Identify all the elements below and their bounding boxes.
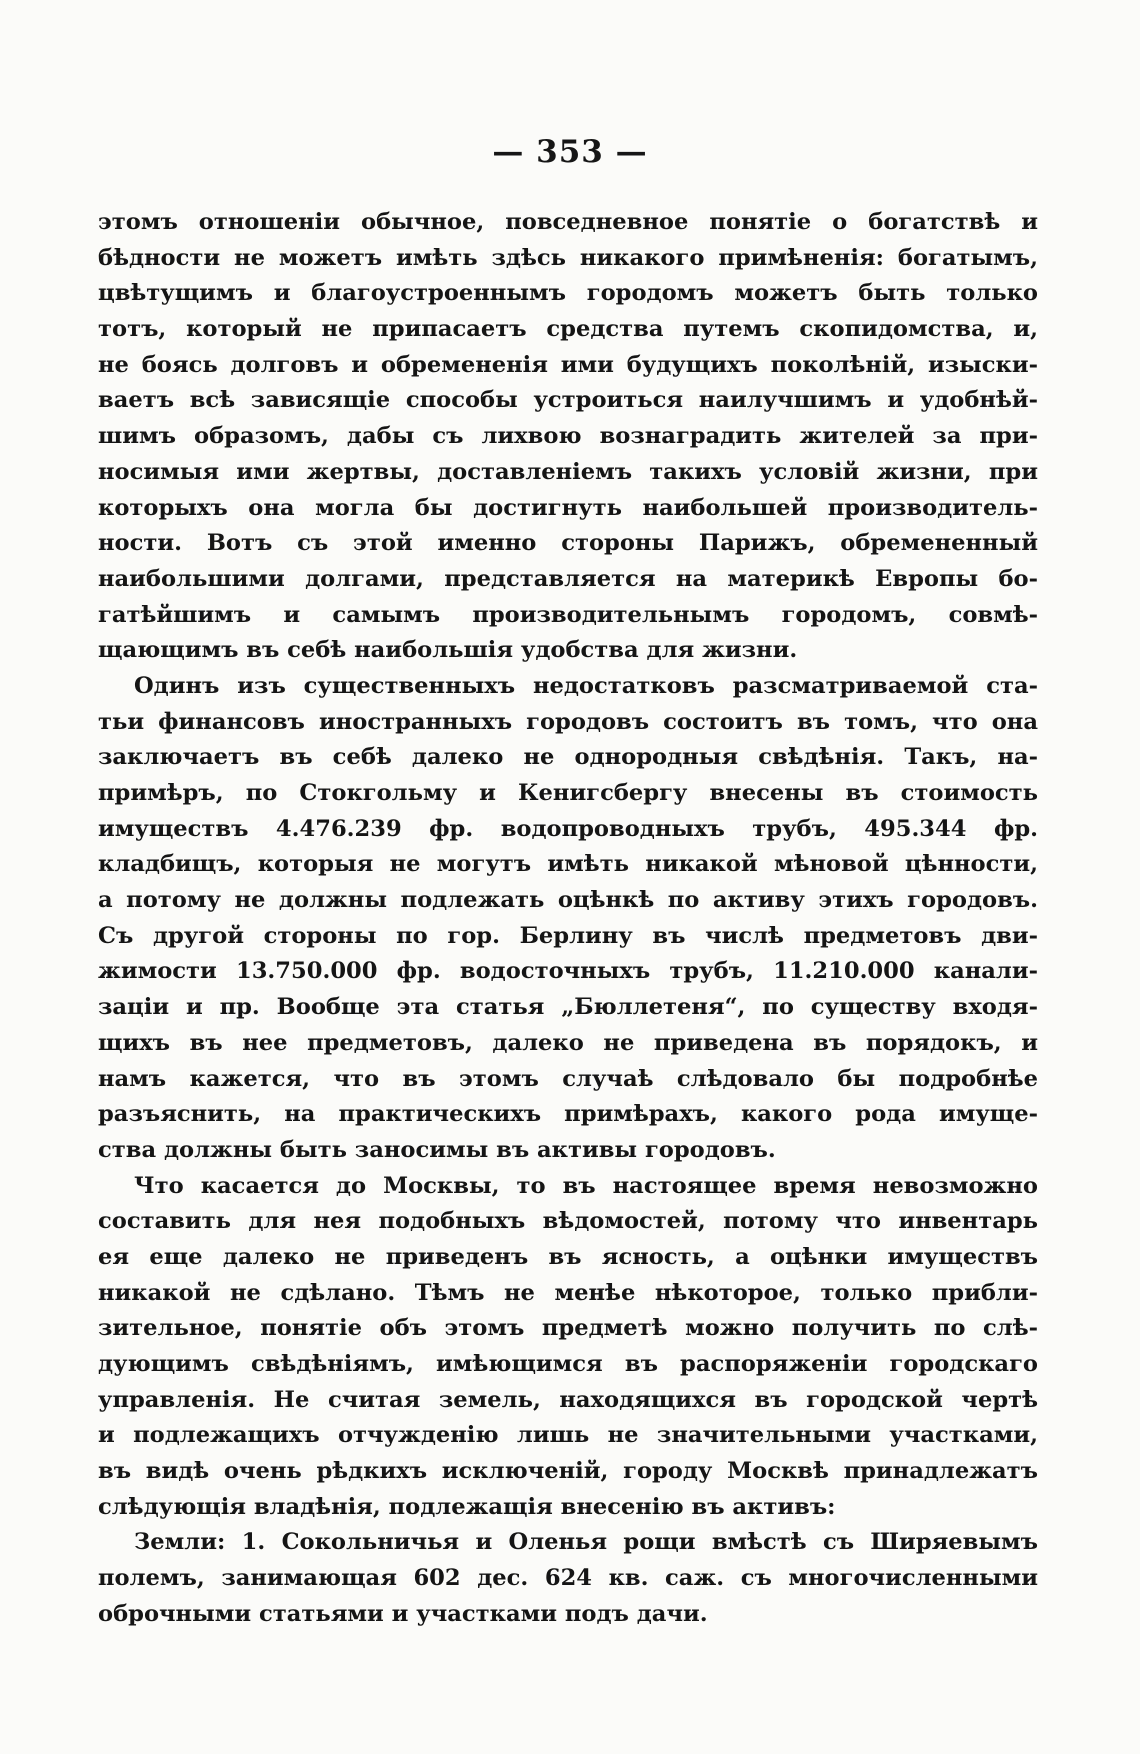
text-line: ства должны быть заносимы въ активы городовъ.: [98, 1136, 776, 1163]
text-line: носимыя ими жертвы, доставленіемъ такихъ условій жизни, при: [98, 458, 1038, 485]
paragraph-start-line: Одинъ изъ существенныхъ недостатковъ разсматриваемой ста-: [134, 672, 1038, 699]
text-line: щающимъ въ себѣ наибольшія удобства для жизни.: [98, 637, 798, 664]
text-line: заключаетъ въ себѣ далеко не однородныя свѣдѣнія. Такъ, на-: [98, 744, 1038, 771]
page-number: — 353 —: [492, 134, 648, 170]
text-line: примѣръ, по Стокгольму и Кенигсбергу внесены въ стоимость: [98, 780, 1038, 806]
text-line: бѣдности не можетъ имѣть здѣсь никакого примѣненія: богатымъ,: [98, 244, 1038, 271]
text-line: зительное, понятіе объ этомъ предметѣ можно получить по слѣ-: [98, 1315, 1038, 1342]
text-line: тотъ, который не припасаетъ средства путемъ скопидомства, и,: [98, 316, 1038, 343]
text-line: оброчными статьями и участками подъ дачи.: [98, 1600, 708, 1627]
text-line: въ видѣ очень рѣдкихъ исключеній, городу Москвѣ принадлежатъ: [98, 1458, 1038, 1485]
text-line: щихъ въ нее предметовъ, далеко не приведена въ порядокъ, и: [98, 1029, 1038, 1056]
text-line: а потому не должны подлежать оцѣнкѣ по активу этихъ городовъ.: [98, 887, 1038, 914]
text-line: никакой не сдѣлано. Тѣмъ не менѣе нѣкоторое, только прибли-: [98, 1279, 1038, 1306]
text-line: ности. Вотъ съ этой именно стороны Парижъ, обремененный: [98, 530, 1038, 557]
text-line: дующимъ свѣдѣніямъ, имѣющимся въ распоряженіи городскаго: [98, 1351, 1038, 1377]
text-line: составить для нея подобныхъ вѣдомостей, потому что инвентарь: [98, 1208, 1038, 1235]
text-line: кладбищъ, которыя не могутъ имѣть никакой мѣновой цѣнности,: [98, 851, 1038, 878]
text-line: наибольшими долгами, представляется на материкѣ Европы бо-: [98, 565, 1038, 592]
text-line: цвѣтущимъ и благоустроеннымъ городомъ можетъ быть только: [98, 280, 1038, 307]
text-line: полемъ, занимающая 602 дес. 624 кв. саж. съ многочисленными: [98, 1565, 1038, 1592]
text-line: слѣдующія владѣнія, подлежащія внесенію въ активъ:: [98, 1493, 836, 1520]
text-line: заціи и пр. Вообще эта статья „Бюллетеня“, по существу входя-: [98, 994, 1038, 1021]
body-text: [98, 205, 1038, 1633]
text-line: управленія. Не считая земель, находящихся въ городской чертѣ: [98, 1386, 1038, 1413]
text-line: Съ другой стороны по гор. Берлину въ числѣ предметовъ дви-: [98, 922, 1038, 949]
text-line: ея еще далеко не приведенъ въ ясность, а оцѣнки имуществъ: [98, 1243, 1038, 1270]
text-line: не боясь долговъ и обремененія ими будущихъ поколѣній, изыски-: [98, 351, 1038, 378]
text-line: которыхъ она могла бы достигнуть наибольшей производитель-: [98, 494, 1038, 521]
text-line: намъ кажется, что въ этомъ случаѣ слѣдовало бы подробнѣе: [98, 1065, 1038, 1092]
text-line: имуществъ 4.476.239 фр. водопроводныхъ трубъ, 495.344 фр.: [98, 815, 1038, 842]
text-line: ваетъ всѣ зависящіе способы устроиться наилучшимъ и удобнѣй-: [98, 387, 1038, 414]
text-line: этомъ отношеніи обычное, повседневное понятіе о богатствѣ и: [98, 209, 1038, 235]
text-line: шимъ образомъ, дабы съ лихвою вознаградить жителей за при-: [98, 423, 1038, 450]
paragraph-start-line: Земли: 1. Сокольничья и Оленья рощи вмѣстѣ съ Ширяевымъ: [134, 1529, 1038, 1556]
text-line: тьи финансовъ иностранныхъ городовъ состоитъ въ томъ, что она: [98, 708, 1038, 735]
text-line: жимости 13.750.000 фр. водосточныхъ трубъ, 11.210.000 канали-: [98, 958, 1038, 985]
text-line: гатѣйшимъ и самымъ производительнымъ городомъ, совмѣ-: [98, 601, 1038, 628]
paragraph-start-line: Что касается до Москвы, то въ настоящее время невозможно: [134, 1172, 1038, 1199]
text-line: разъяснить, на практическихъ примѣрахъ, какого рода имуще-: [98, 1101, 1038, 1128]
text-line: и подлежащихъ отчужденію лишь не значительными участками,: [98, 1422, 1038, 1449]
